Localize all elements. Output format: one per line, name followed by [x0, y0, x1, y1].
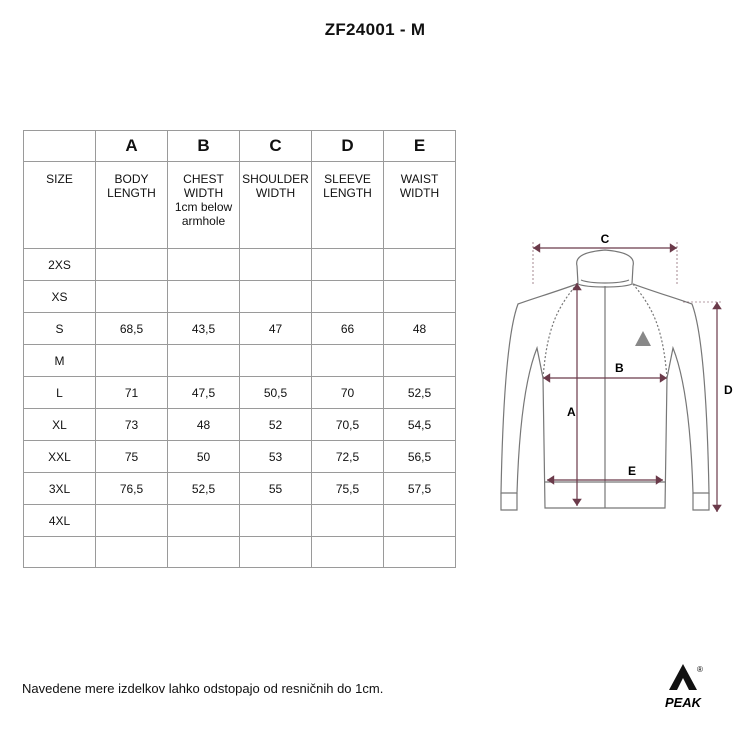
measure-value-cell: 66	[312, 313, 384, 345]
peak-logo-text: PEAK	[664, 695, 702, 710]
measure-value-cell: 70	[312, 377, 384, 409]
size-chart-table	[23, 130, 456, 568]
measure-value-cell: 55	[240, 473, 312, 505]
label-waist-width	[384, 162, 456, 249]
size-row	[24, 281, 456, 313]
page-title: ZF24001 - M	[324, 20, 426, 39]
size-row	[24, 409, 456, 441]
measure-label-row	[24, 162, 456, 249]
dim-label-d: D	[724, 383, 733, 397]
label-line: armhole	[181, 214, 226, 228]
label-sleeve-length	[312, 162, 384, 249]
jacket-outline	[501, 250, 709, 510]
measure-value-cell: 52,5	[384, 377, 456, 409]
label-line: LENGTH	[323, 186, 372, 200]
measure-value-cell	[168, 281, 240, 313]
letter-e: E	[384, 131, 456, 162]
measure-value-cell: 52,5	[168, 473, 240, 505]
label-line: 1cm below	[174, 200, 233, 214]
measure-value-cell: 54,5	[384, 409, 456, 441]
size-row	[24, 537, 456, 568]
label-line: BODY	[114, 172, 149, 186]
measure-value-cell: 50	[168, 441, 240, 473]
label-line: WIDTH	[399, 186, 440, 200]
measure-value-cell: 71	[96, 377, 168, 409]
measure-value-cell: 48	[168, 409, 240, 441]
measure-value-cell: 47,5	[168, 377, 240, 409]
measure-letter-row	[24, 131, 456, 162]
peak-logo-mark-icon	[669, 664, 697, 690]
size-row	[24, 345, 456, 377]
dim-label-b: B	[615, 361, 624, 375]
measure-value-cell	[168, 249, 240, 281]
dim-label-c: C	[600, 232, 610, 246]
measure-value-cell: 43,5	[168, 313, 240, 345]
measure-value-cell	[384, 505, 456, 537]
size-cell	[24, 537, 96, 568]
corner-cell	[24, 131, 96, 162]
measure-value-cell	[312, 249, 384, 281]
measure-value-cell	[96, 281, 168, 313]
label-line: SLEEVE	[324, 172, 371, 186]
measure-value-cell: 52	[240, 409, 312, 441]
letter-c: C	[240, 131, 312, 162]
size-cell: 4XL	[24, 505, 96, 537]
measure-value-cell: 75,5	[312, 473, 384, 505]
size-row	[24, 249, 456, 281]
chest-logo-icon	[635, 331, 651, 346]
measure-value-cell	[312, 281, 384, 313]
measure-value-cell	[240, 537, 312, 568]
measure-value-cell	[384, 537, 456, 568]
measure-value-cell	[96, 505, 168, 537]
label-line: WIDTH	[183, 186, 224, 200]
dim-label-a: A	[567, 405, 576, 419]
size-cell: XXL	[24, 441, 96, 473]
measure-value-cell: 53	[240, 441, 312, 473]
measure-value-cell	[240, 505, 312, 537]
label-line: WAIST	[400, 172, 439, 186]
label-line: CHEST	[183, 172, 224, 186]
measure-value-cell	[96, 537, 168, 568]
measure-value-cell: 56,5	[384, 441, 456, 473]
measure-value-cell: 70,5	[312, 409, 384, 441]
measure-value-cell	[312, 505, 384, 537]
measure-value-cell	[240, 249, 312, 281]
letter-a: A	[96, 131, 168, 162]
measure-value-cell	[168, 345, 240, 377]
measure-value-cell: 75	[96, 441, 168, 473]
measure-value-cell	[384, 249, 456, 281]
label-chest-width	[168, 162, 240, 249]
measure-value-cell	[168, 537, 240, 568]
letter-d: D	[312, 131, 384, 162]
measure-value-cell	[96, 345, 168, 377]
size-column-header: SIZE	[24, 162, 96, 249]
measure-value-cell: 50,5	[240, 377, 312, 409]
disclaimer-note: Navedene mere izdelkov lahko odstopajo od resničnih do 1cm.	[22, 681, 384, 696]
measure-value-cell	[312, 345, 384, 377]
size-cell: L	[24, 377, 96, 409]
measure-value-cell	[168, 505, 240, 537]
measure-value-cell	[96, 249, 168, 281]
measure-value-cell: 73	[96, 409, 168, 441]
size-cell: M	[24, 345, 96, 377]
label-line: WIDTH	[255, 186, 296, 200]
size-cell: XS	[24, 281, 96, 313]
size-cell: 2XS	[24, 249, 96, 281]
label-line: LENGTH	[107, 186, 156, 200]
size-row	[24, 505, 456, 537]
dim-label-e: E	[628, 464, 637, 478]
measure-value-cell: 48	[384, 313, 456, 345]
size-row	[24, 377, 456, 409]
size-row	[24, 441, 456, 473]
measure-value-cell	[384, 345, 456, 377]
measure-value-cell	[240, 281, 312, 313]
label-shoulder-width	[240, 162, 312, 249]
peak-logo-registered: ®	[697, 665, 703, 674]
measure-value-cell: 57,5	[384, 473, 456, 505]
measure-value-cell: 72,5	[312, 441, 384, 473]
size-cell: XL	[24, 409, 96, 441]
jacket-diagram	[495, 228, 733, 523]
measure-value-cell: 68,5	[96, 313, 168, 345]
measure-value-cell	[240, 345, 312, 377]
label-body-length	[96, 162, 168, 249]
size-cell: 3XL	[24, 473, 96, 505]
size-cell: S	[24, 313, 96, 345]
size-row	[24, 313, 456, 345]
label-line: SHOULDER	[242, 172, 309, 186]
measure-value-cell	[384, 281, 456, 313]
measure-value-cell: 76,5	[96, 473, 168, 505]
letter-b: B	[168, 131, 240, 162]
peak-logo	[655, 660, 715, 715]
measure-value-cell: 47	[240, 313, 312, 345]
measure-value-cell	[312, 537, 384, 568]
size-row	[24, 473, 456, 505]
